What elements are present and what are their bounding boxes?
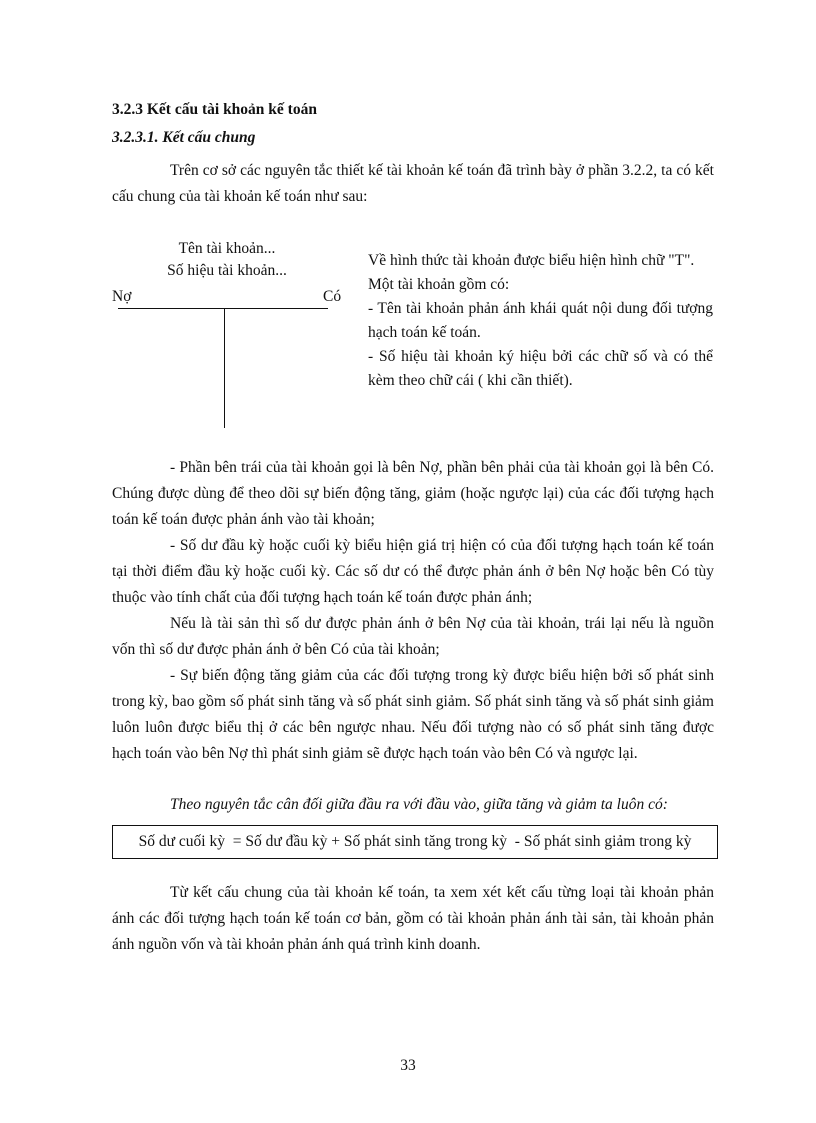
balance-formula: Số dư cuối kỳ = Số dư đầu kỳ + Số phát sinh tăng trong kỳ - Số phát sinh giảm trong kỳ (138, 833, 692, 850)
closing-paragraph: Từ kết cấu chung của tài khoản kế toán, ta xem xét kết cấu từng loại tài khoản phản ánh các đối tượng hạch toán kế toán cơ bản, gồm có tài khoản phản ánh tài sản, tài khoản phản ánh nguồn vốn và tài khoản phản ánh quá trình kinh doanh. (112, 884, 714, 953)
balance-formula-box (112, 825, 718, 859)
subsection-heading: 3.2.3.1. Kết cấu chung (112, 129, 256, 146)
principle-paragraph: Theo nguyên tắc cân đối giữa đầu ra với đầu vào, giữa tăng và giảm ta luôn có: (170, 796, 668, 813)
t-account-number-label: Số hiệu tài khoản... (167, 262, 287, 279)
intro-paragraph: Trên cơ sở các nguyên tắc thiết kế tài khoản kế toán đã trình bày ở phần 3.2.2, ta có kết cấu chung của tài khoản kế toán như sau: (112, 162, 714, 205)
body-paragraph: - Số dư đầu kỳ hoặc cuối kỳ biểu hiện giá trị hiện có của đối tượng hạch toán kế toán tại thời điểm đầu kỳ hoặc cuối kỳ. Các số dư có thể được phản ánh ở bên Nợ hoặc bên Có tùy thuộc vào tính chất của đối tượng hạch toán kế toán được phản ánh; (112, 537, 714, 606)
credit-side-label: Có (323, 288, 342, 305)
t-account-description (368, 249, 713, 393)
description-line: - Số hiệu tài khoản ký hiệu bởi các chữ số và có thể kèm theo chữ cái ( khi cần thiết). (368, 348, 713, 389)
body-paragraph: - Sự biến động tăng giảm của các đối tượng trong kỳ được biểu hiện bởi số phát sinh trong kỳ, bao gồm số phát sinh tăng và số phát sinh giảm. Số phát sinh tăng và số phát sinh giảm luôn luôn được biểu thị ở các bên ngược nhau. Nếu đối tượng nào có số phát sinh tăng được hạch toán vào bên Nợ thì phát sinh giảm sẽ được hạch toán vào bên Có và ngược lại. (112, 667, 714, 762)
description-line: - Tên tài khoản phản ánh khái quát nội dung đối tượng hạch toán kế toán. (368, 300, 713, 341)
page-number: 33 (400, 1057, 416, 1074)
body-paragraph: - Phần bên trái của tài khoản gọi là bên Nợ, phần bên phải của tài khoản gọi là bên Có. Chúng được dùng để theo dõi sự biến động tăng, giảm (hoặc ngược lại) của các đối tượng hạch toán kế toán được phản ánh vào tài khoản; (112, 459, 714, 528)
debit-side-label: Nợ (112, 288, 132, 305)
body-paragraph: Nếu là tài sản thì số dư được phản ánh ở bên Nợ của tài khoản, trái lại nếu là nguồn vốn thì số dư được phản ánh ở bên Có của tài khoản; (112, 615, 714, 658)
t-account-horizontal-line (118, 308, 328, 309)
t-account-vertical-line (224, 308, 225, 428)
section-heading: 3.2.3 Kết cấu tài khoản kế toán (112, 101, 317, 118)
description-line: Một tài khoản gồm có: (368, 276, 510, 293)
t-account-name-label: Tên tài khoản... (178, 240, 276, 257)
description-line: Về hình thức tài khoản được biểu hiện hình chữ "T". (368, 252, 695, 269)
